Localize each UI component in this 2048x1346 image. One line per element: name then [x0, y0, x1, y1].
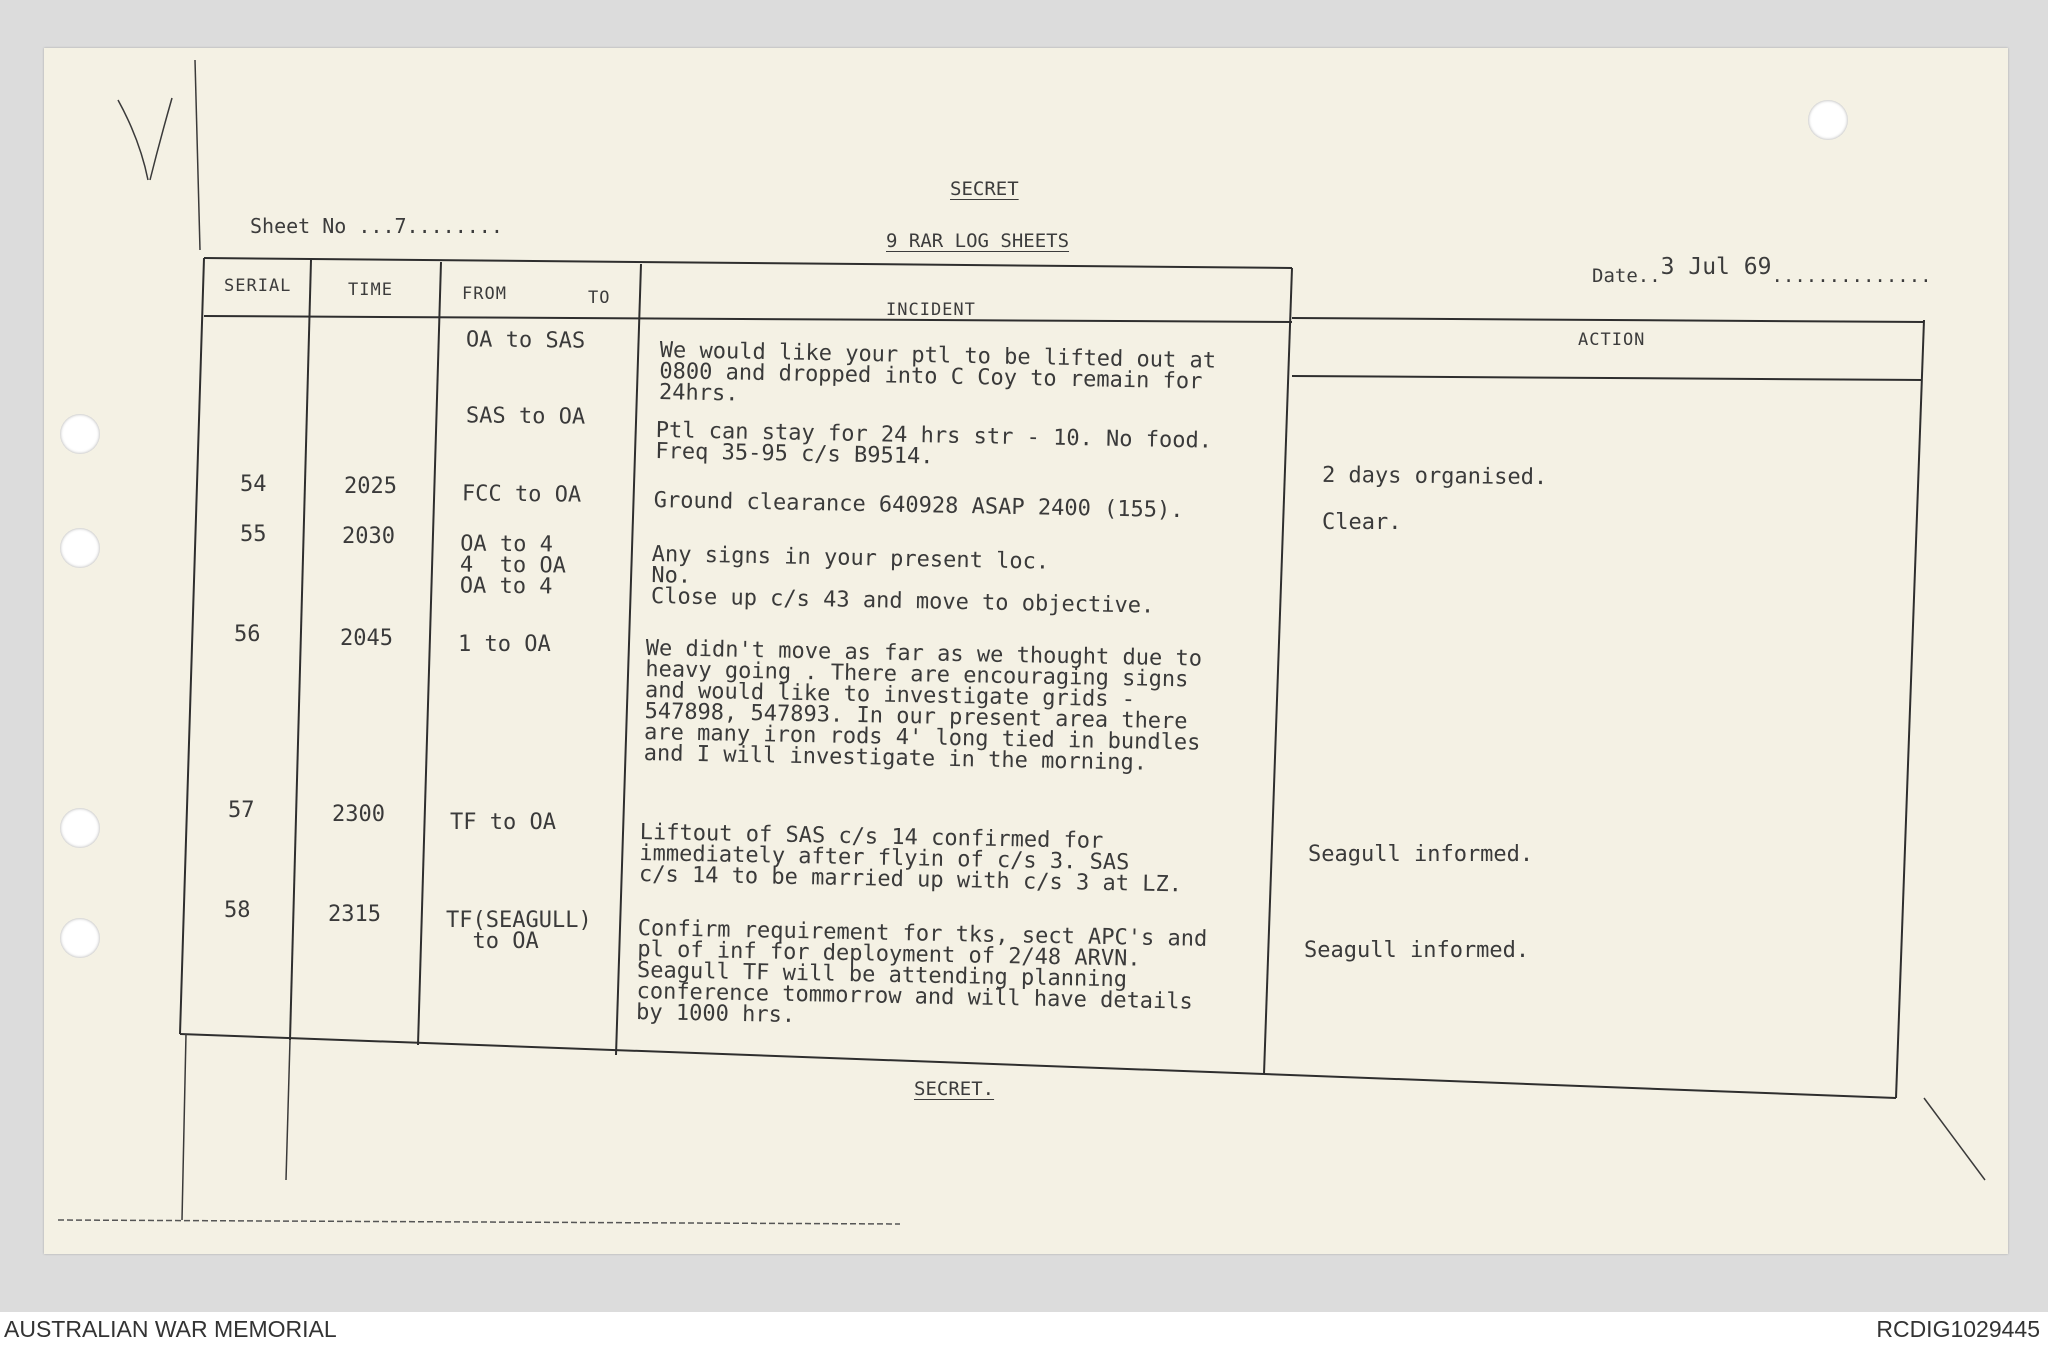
table-row-1-incident: Ptl can stay for 24 hrs str - 10. No food. Freq 35-95 c/s B9514.	[655, 418, 1213, 470]
header-time: TIME	[348, 280, 393, 300]
archive-footer	[0, 1312, 2048, 1346]
date-field	[1592, 254, 1932, 288]
table-row-0-incident: We would like your ptl to be lifted out at 0800 and dropped into C Coy to remain for 24hrs.	[658, 338, 1217, 407]
document-title: 9 RAR LOG SHEETS	[886, 230, 1070, 252]
table-row-1-action: 2 days organised.	[1321, 462, 1548, 491]
table-row-5-from-to: TF to OA	[450, 810, 556, 835]
table-row-4-time: 2045	[340, 626, 393, 651]
header-from: FROM	[462, 284, 507, 304]
archive-item-id: RCDIG1029445	[1876, 1316, 2040, 1342]
header-serial: SERIAL	[224, 276, 292, 296]
date-label: Date	[1592, 265, 1638, 287]
date-value: 3 Jul 69	[1660, 254, 1772, 280]
sheet-label: Sheet No	[250, 214, 347, 238]
table-row-2-incident: Ground clearance 640928 ASAP 2400 (155).	[653, 488, 1184, 524]
sheet-dots-lead: ...	[358, 214, 395, 238]
header-incident: INCIDENT	[886, 300, 976, 320]
table-row-4-from-to: 1 to OA	[458, 632, 551, 657]
table-row-6-serial: 58	[224, 898, 251, 923]
table-row-2-time: 2025	[344, 474, 397, 499]
table-row-5-serial: 57	[228, 798, 255, 823]
header-to: TO	[588, 288, 611, 308]
table-row-3-incident: Any signs in your present loc. No. Close up c/s 43 and move to objective.	[650, 542, 1155, 619]
sheet-dots-trail: ........	[406, 214, 503, 238]
table-row-2-from-to: FCC to OA	[461, 481, 582, 508]
sheet-number-field	[250, 214, 503, 238]
table-row-2-action: Clear.	[1322, 510, 1402, 535]
table-row-3-serial: 55	[240, 522, 267, 547]
classification-bottom: SECRET.	[914, 1078, 995, 1100]
date-dots-trail: ..............	[1771, 265, 1932, 287]
table-row-6-time: 2315	[328, 902, 381, 927]
date-dots-lead: ..	[1637, 265, 1661, 287]
table-row-5-action: Seagull informed.	[1308, 842, 1534, 867]
table-row-2-serial: 54	[240, 472, 267, 497]
sheet-number: 7	[394, 214, 407, 238]
table-row-1-from-to: SAS to OA	[465, 403, 586, 430]
table-row-3-from-to: OA to 4 4 to OA OA to 4	[459, 531, 567, 600]
table-row-6-from-to: TF(SEAGULL) to OA	[446, 908, 592, 954]
table-row-4-serial: 56	[234, 622, 261, 647]
table-row-0-from-to: OA to SAS	[465, 327, 586, 354]
table-row-5-time: 2300	[332, 802, 385, 827]
header-action: ACTION	[1578, 330, 1646, 350]
classification-top: SECRET	[950, 178, 1019, 200]
table-row-5-incident: Liftout of SAS c/s 14 confirmed for immediately after flyin of c/s 3. SAS c/s 14 to be married up with c/s 3 at LZ.	[638, 820, 1183, 898]
table-row-3-time: 2030	[342, 524, 395, 549]
table-row-6-action: Seagull informed.	[1304, 938, 1530, 963]
archive-institution: AUSTRALIAN WAR MEMORIAL	[4, 1316, 337, 1342]
table-row-6-incident: Confirm requirement for tks, sect APC's and pl of inf for deployment of 2/48 ARVN. Seagull TF will be attending planning conference tommorrow and will have details by 1000 hrs.	[635, 916, 1208, 1029]
table-row-4-incident: We didn't move as far as we thought due to heavy going . There are encouraging signs and would like to investigate grids - 547898, 547893. In our present area there are many iron rods 4' long tied in bundles and I will investigate in the morning.	[643, 636, 1203, 776]
